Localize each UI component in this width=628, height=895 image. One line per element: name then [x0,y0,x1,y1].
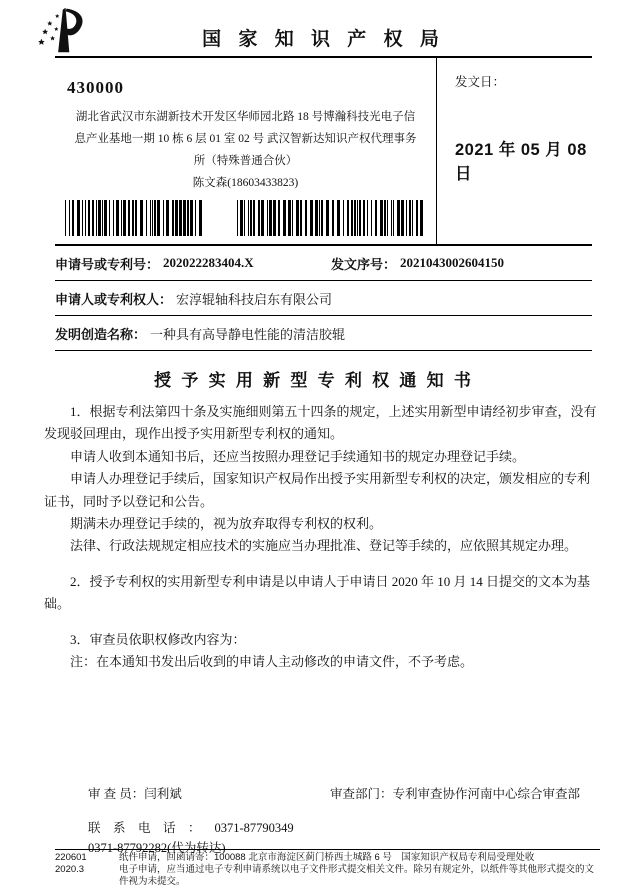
notice-paragraph: 1．根据专利法第四十条及实施细则第五十四条的规定，上述实用新型申请经初步审查，没有发现驳回理由，现作出授予实用新型专利权的通知。 [44,404,597,442]
recipient-and-date-box [55,58,592,246]
document-header [55,0,592,58]
form-footer [55,849,600,888]
notice-paragraph: 申请人办理登记手续后，国家知识产权局作出授予实用新型专利权的决定，颁发相应的专利证书，同时予以登记和公告。 [44,471,591,509]
form-codes [55,852,119,888]
issue-date-label: 发文日： [455,75,506,89]
case-info-table [55,246,592,351]
invention-title-row [55,316,592,351]
applicant-label: 申请人或专利权人： [55,291,173,307]
notice-title: 授 予 实 用 新 型 专 利 权 通 知 书 [154,371,474,390]
postal-code: 430000 [67,78,124,97]
recipient-block [55,58,436,244]
phone-number-2: 0371-87792282(代为转达) [88,841,226,855]
issue-date-block [436,58,592,244]
address-line: 湖北省武汉市东湖新技术开发区华师园北路 18 号博瀚科技光电子信 [75,111,416,123]
recipient-address [55,106,436,194]
applicant-value: 宏淳辊轴科技启东有限公司 [176,291,333,307]
notice-paragraph: 申请人收到本通知书后，还应当按照办理登记手续通知书的规定办理登记手续。 [70,448,526,464]
department-label: 审查部门： [330,787,393,801]
address-line: 所（特殊普通合伙） [193,155,298,167]
phone-label: 联 系 电 话 ： [88,821,201,835]
footer-line-electronic: 电子申请，应当通过电子专利申请系统以电子文件形式提交相关文件。除另有规定外，以纸件等其他形式提交的文件视为未提交。 [119,864,595,887]
issue-date-value: 2021 年 05 月 08 日 [455,141,587,183]
notice-body [44,401,600,673]
phone-number-1: 0371-87790349 [214,821,294,835]
examiner-name: 闫利斌 [144,787,182,801]
invention-title-label: 发明创造名称： [55,326,147,342]
examiner-label: 审 查 员： [88,787,145,801]
barcode-icon [65,200,207,236]
notice-paragraph: 法律、行政法规规定相应技术的实施应当办理批准、登记等手续的，应依照其规定办理。 [70,538,578,554]
notice-paragraph: 注：在本通知书发出后收到的申请人主动修改的申请文件，不予考虑。 [70,654,474,670]
application-number-value: 202022283404.X [163,255,254,270]
department-name: 专利审查协作河南中心综合审查部 [392,787,581,801]
address-line: 息产业基地一期 10 栋 6 层 01 室 02 号 武汉智新达知识产权代理事务 [74,133,417,145]
applicant-row [55,281,592,316]
notice-paragraph: 2．授予专利权的实用新型专利申请是以申请人于申请日 2020 年 10 月 14 日提交的文本为基础。 [44,573,591,612]
address-line: 陈文森(18603433823) [192,177,299,189]
serial-number-value: 2021043002604150 [400,255,505,270]
notice-paragraph: 3．审查员依职权修改内容为： [70,631,246,647]
invention-title-value: 一种具有高导静电性能的清洁胶辊 [150,326,346,342]
form-code: 220601 [55,852,87,863]
agency-title: 国 家 知 识 产 权 局 [202,29,445,50]
barcode-row [65,200,423,236]
notice-paragraph: 期满未办理登记手续的，视为放弃取得专利权的权利。 [70,516,383,532]
footer-line-paper: 纸件申请，回函请寄：100088 北京市海淀区蓟门桥西土城路 6 号 国家知识产权局专利局受理处收 [119,852,535,863]
application-number-row [55,246,592,281]
footer-instructions [119,852,600,888]
form-date: 2020.3 [55,864,85,875]
application-number-label: 申请号或专利号： [55,256,160,272]
serial-number-label: 发文序号： [331,256,397,272]
signoff-block [88,784,598,856]
barcode-icon [237,200,423,236]
